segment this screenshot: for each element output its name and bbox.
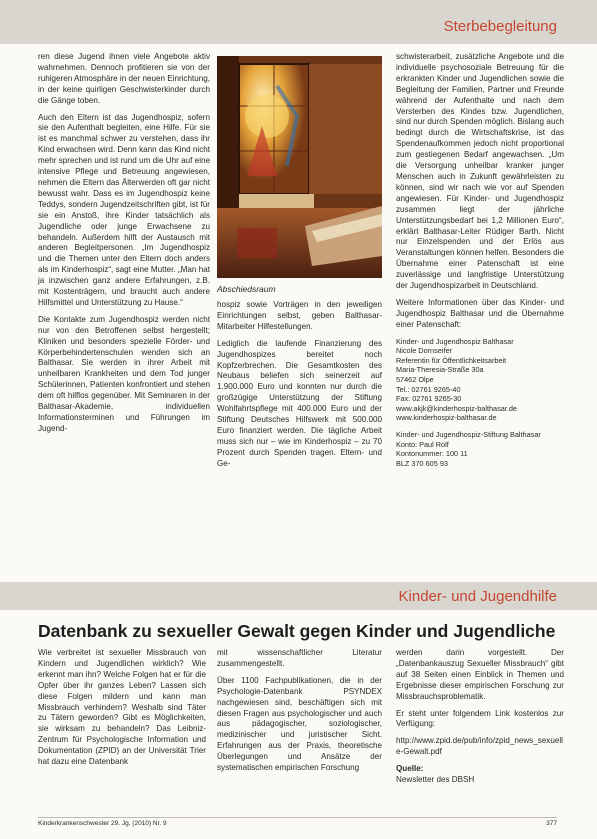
address-line: Kontonummer: 100 11 [396, 449, 468, 459]
photo-farewell-room [217, 56, 382, 278]
paragraph: Auch den Eltern ist das Jugendhospiz, sofern sie den Aufenthalt begleiten, eine Hilfe. Für sie ist es manchmal schwer zu verstehen, dass ihr Kind erwachsen wird. Denn kann das Kind nicht mehr sprechen und ist rund um die Uhr auf eine intensive Pflege und Betreuung angewiesen, nehmen die Eltern das Älterwerden oft gar nicht bewusst wahr. Dass es im Jugendhospiz keine Teddys, sondern Jugendzeitschriften gibt, ist für sie ein Anstoß, ihre Kinder tatsächlich als Jugendliche oder junge Erwachsene zu behandeln. Außerdem hilft der Austausch mit anderen Begleitpersonen. „Im Jugendhospiz und die Themen unter den Eltern doch anders als im Kinderhospiz“, sagt eine Mutter. „Man hat ja inzwischen ganz andere Erfahrungen, z.B. mit Kostenträgern, und braucht auch andere Hilfsmittel und Unterstützung zu Hause.“ [38, 112, 210, 307]
source-text: Newsletter des DBSH [396, 775, 475, 785]
article-column-2 [217, 648, 382, 780]
article-headline: Datenbank zu sexueller Gewalt gegen Kinder und Jugendliche [38, 621, 556, 641]
section-label: Kinder- und Jugendhilfe [398, 588, 557, 605]
paragraph: ren diese Jugend ihnen viele Angebote aktiv wahrnehmen. Dennoch profitieren sie von der ruhigeren Atmosphäre in der neuen Einrichtung, in der keine quirligen Geschwisterkinder durch die Gänge toben. [38, 52, 210, 105]
link-text[interactable]: http://www.zpid.de/pub/info/zpid_news_sexuelle-Gewalt.pdf [396, 736, 563, 757]
section-band-top [0, 0, 597, 44]
address-block-foundation [396, 430, 564, 468]
stained-glass-window-image [217, 56, 382, 278]
source-label: Quelle: [396, 764, 424, 774]
paragraph: hospiz sowie Vorträgen in den jeweiligen Einrichtungen selbst, geben Balthasar-Mitarbeiter Hilfestellungen. [217, 300, 382, 331]
address-line: 57462 Olpe [396, 375, 434, 385]
address-line: Konto: Paul Rolf [396, 439, 449, 449]
address-line: Maria-Theresia-Straße 30a [396, 365, 484, 375]
paragraph: Er steht unter folgendem Link kostenlos zur Verfügung: [396, 708, 564, 729]
paragraph: schwisterarbeit, zusätzliche Angebote und die individuelle psychosoziale Betreuung für die erkrankten Kinder und Jugendlichen sowie die Begleitung der Familien, Partner und Freunde während der Aufenthalte und nach dem Versterben des Kindes bzw. Jugendlichen, sind nur durch Spenden möglich. Bislang auch bedingt durch die Wirtschaftskrise, ist das Spendenaufkommen jedoch nicht proportional zum gestiegenen Bedarf angewachsen. „Um die Versorgung unheilbar kranker junger Menschen auch in Zukunft gewährleisten zu können, sind wir nach wie vor auf Spenden angewiesen. Für Kinder- und Jugendhospiz zusammen liegt der jährliche Unterstützungsbedarf bei 1,2 Millionen Euro“, erklärt Balthasar-Leiter Rüdiger Barth. Nicht nur Einzelspenden und der Erlös aus Veranstaltungen können helfen. Besonders die Übernahme einer Patenschaft ist eine zuverlässige und langfristige Unterstützung der Jugendhospizarbeit in Deutschland. [396, 52, 564, 291]
paragraph: werden darin vorgestellt. Der „Datenbankauszug Sexueller Missbrauch“ gibt auf 38 Seiten einen Einblick in Themen und Ergebnisse dieser empirischen Forschung zur Missbrauchsproblematik. [396, 648, 564, 701]
address-line: Referentin für Öffentlichkeitsarbeit [396, 355, 507, 365]
article-column-2 [217, 300, 382, 476]
page-footer [38, 817, 557, 827]
paragraph: Wie verbreitet ist sexueller Missbrauch von Kindern und Jugendlichen wirklich? Wie erkennt man ihn? Welche Folgen hat er für die Opfer über ihr ganzes Leben? Lassen sich diese Folgen mildern und kann man Missbrauch verhindern? Weshalb sind Täter zu Tätern geworden? Gibt es Möglichkeiten, sie wirksam zu behandeln? Das Leibniz-Zentrum für Psychologische Information und Dokumentation (ZPID) an der Universität Trier hat dazu eine Datenbank [38, 648, 206, 767]
paragraph: Die Kontakte zum Jugendhospiz werden nicht nur von den Betroffenen selbst hergestellt; Kliniken und besonders spezielle Förder- und Körperbehindertenschulen wenden sich an Balthasar. Sie werden in ihrer Arbeit mit unheilbaren Krankheiten und dem Tod junger Schülerinnen, Patienten konfrontiert und stehen dem oft hilflos gegenüber. Mit Seminaren in der Balthasar-Akademie, individuellen Informationsterminen und Führungen im Jugend- [38, 314, 210, 433]
address-line: Kinder- und Jugendhospiz Balthasar [396, 336, 514, 346]
page-number: 377 [546, 820, 557, 827]
article-column-3 [396, 52, 564, 468]
address-line: Kinder- und Jugendhospiz-Stiftung Balthasar [396, 430, 541, 439]
address-line: BLZ 370 605 93 [396, 458, 448, 468]
paragraph: mit wissenschaftlicher Literatur zusammengestellt. [217, 648, 382, 668]
article-column-1 [38, 52, 210, 441]
paragraph: Weitere Informationen über das Kinder- und Jugendhospiz Balthasar und die Übernahme einer Patenschaft: [396, 297, 564, 329]
address-line: www.akjk@kinderhospiz-balthasar.de [396, 403, 517, 413]
address-line: www.kinderhospiz-balthasar.de [396, 413, 497, 423]
article-column-3 [396, 648, 564, 792]
article-column-1 [38, 648, 206, 774]
address-line: Nicole Dornseifer [396, 346, 452, 356]
paragraph: Lediglich die laufende Finanzierung des Jugendhospizes bereitet noch Kopfzerbrechen. Die Gesamtkosten des Neubaus beliefen sich seinerzeit auf 1.900.000 Euro und konnten nur durch die großzügige Unterstützung der Stiftung Wohlfahrtspflege mit 400.000 Euro und der Stiftung Deutsches Hilfswerk mit 500.000 Euro finanziert werden. Die tägliche Arbeit muss sich nur – wie im Kinderhospiz – zu 70 Prozent durch Spenden tragen. Eltern- und Ge- [217, 338, 382, 468]
section-label: Sterbebegleitung [443, 18, 557, 35]
photo-caption: Abschiedsraum [217, 284, 276, 294]
section-band-bottom [0, 582, 597, 610]
journal-reference: Kinderkrankenschwester 29. Jg. (2010) Nr. 9 [38, 820, 167, 827]
paragraph: Über 1100 Fachpublikationen, die in der Psychologie-Datenbank PSYNDEX nachgewiesen sind, beschäftigen sich mit diesen Fragen aus psychologischer und auch aus pädagogischer, soziologischer, medizinischer und juristischer Sicht. Erfahrungen aus der Praxis, theoretische Überlegungen und Ansätze der systematischen empirischen Forschung [217, 675, 382, 773]
address-block-hospice [396, 337, 564, 423]
address-line: Tel.: 02761 9265-40 [396, 384, 461, 394]
address-line: Fax: 02761 9265-30 [396, 394, 462, 404]
